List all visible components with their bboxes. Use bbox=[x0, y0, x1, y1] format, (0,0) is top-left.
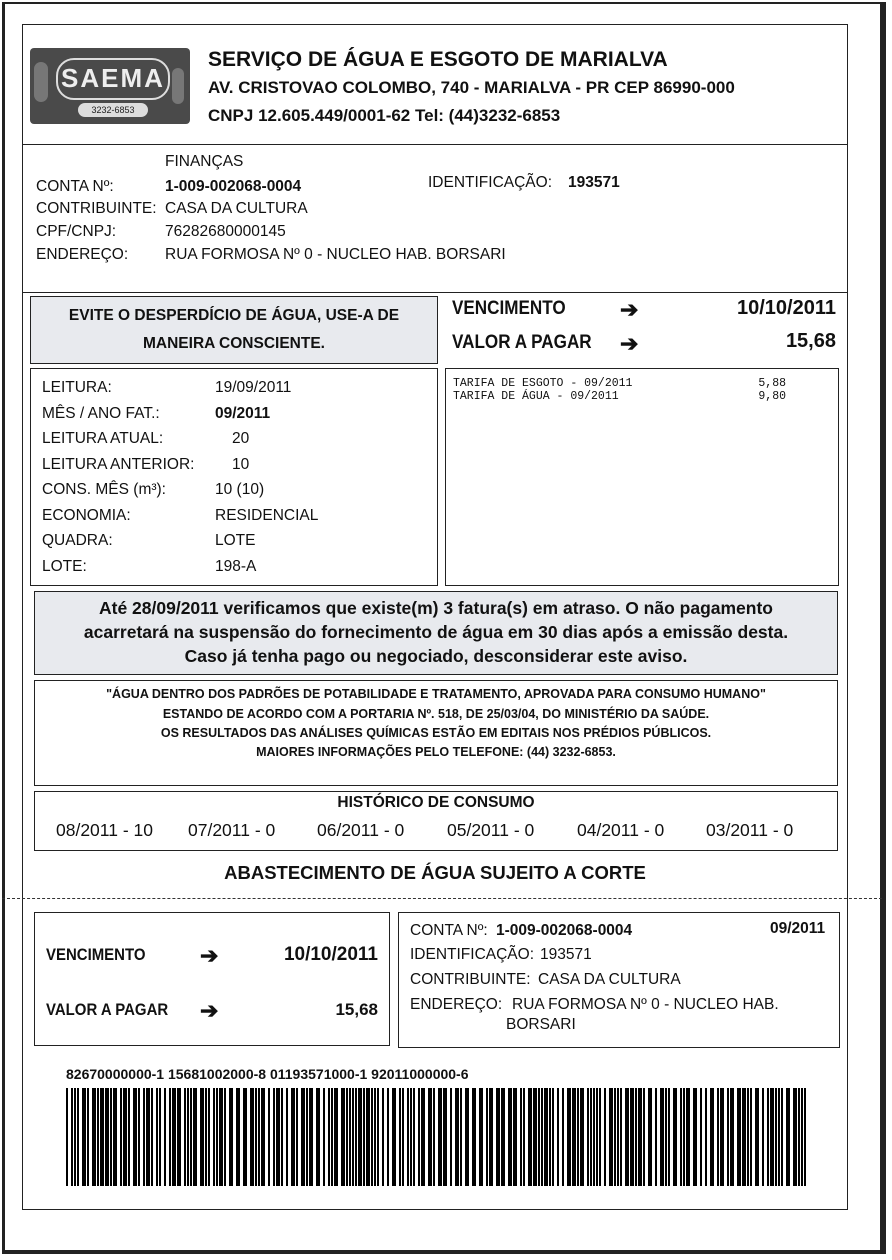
history-title: HISTÓRICO DE CONSUMO bbox=[337, 794, 535, 811]
history-item: 03/2011 - 0 bbox=[706, 820, 794, 840]
tariff-value: 5,88 bbox=[758, 377, 786, 390]
stub-ident-label: IDENTIFICAÇÃO: bbox=[410, 946, 535, 963]
conservation-line-1: EVITE O DESPERDÍCIO DE ÁGUA, USE-A DE bbox=[68, 307, 400, 324]
reading-label: CONS. MÊS (m³): bbox=[42, 481, 166, 498]
valor-label: VALOR A PAGAR bbox=[452, 332, 592, 353]
endereco-label: ENDEREÇO: bbox=[36, 246, 129, 263]
reading-box bbox=[30, 368, 438, 586]
potability-line-1: "ÁGUA DENTRO DOS PADRÕES DE POTABILIDADE E TRATAMENTO, APROVADA PARA CONSUMO HUMANO" bbox=[106, 687, 766, 701]
stub-contrib-label: CONTRIBUINTE: bbox=[410, 971, 531, 988]
reading-label: LEITURA: bbox=[42, 379, 112, 396]
barcode bbox=[66, 1088, 814, 1186]
logo-drop-right bbox=[172, 68, 184, 104]
stub-ident-value: 193571 bbox=[540, 946, 592, 963]
arrow-icon: ➔ bbox=[620, 331, 639, 356]
stub-month: 09/2011 bbox=[770, 920, 826, 937]
history-item: 05/2011 - 0 bbox=[447, 820, 535, 840]
stub-venc-value: 10/10/2011 bbox=[283, 944, 378, 965]
logo-text: SAEMA bbox=[56, 58, 170, 100]
venc-value: 10/10/2011 bbox=[737, 297, 836, 319]
reading-value: 10 (10) bbox=[215, 481, 265, 498]
cpf-value: 76282680000145 bbox=[165, 223, 286, 240]
reading-label: ECONOMIA: bbox=[42, 506, 131, 524]
tariff-label: TARIFA DE ESGOTO - 09/2011 bbox=[453, 377, 633, 390]
contrib-label: CONTRIBUINTE: bbox=[36, 200, 157, 217]
reading-label: MÊS / ANO FAT.: bbox=[42, 404, 160, 422]
history-item: 04/2011 - 0 bbox=[577, 820, 665, 840]
stub-valor-value: 15,68 bbox=[335, 1000, 378, 1019]
stub-conta-value: 1-009-002068-0004 bbox=[496, 922, 633, 939]
org-address bbox=[208, 78, 735, 98]
tariff-label: TARIFA DE ÁGUA - 09/2011 bbox=[453, 390, 619, 403]
divider bbox=[22, 144, 848, 145]
overdue-line-1: Até 28/09/2011 verificamos que existe(m) 3 fatura(s) em atraso. O não pagamento bbox=[98, 598, 773, 618]
saema-logo bbox=[30, 48, 190, 124]
potability-line-3: OS RESULTADOS DAS ANÁLISES QUÍMICAS ESTÃO EM EDITAIS NOS PRÉDIOS PÚBLICOS. bbox=[160, 726, 712, 740]
divider bbox=[22, 292, 848, 293]
tear-line bbox=[2, 898, 882, 899]
tariff-value: 9,80 bbox=[758, 390, 786, 403]
org-name: SERVIÇO DE ÁGUA E ESGOTO DE MARIALVA bbox=[208, 48, 668, 71]
reading-label: QUADRA: bbox=[42, 532, 113, 549]
stub-conta-label: CONTA Nº: bbox=[410, 922, 488, 939]
history-item: 08/2011 - 10 bbox=[56, 820, 153, 840]
overdue-line-3: Caso já tenha pago ou negociado, desconsiderar este aviso. bbox=[184, 646, 688, 666]
reading-value: RESIDENCIAL bbox=[215, 506, 319, 524]
org-cnpj-tel: CNPJ 12.605.449/0001-62 Tel: (44)3232-6853 bbox=[208, 106, 561, 125]
conservation-notice bbox=[30, 296, 438, 364]
potability-line-4: MAIORES INFORMAÇÕES PELO TELEFONE: (44) 3232-6853. bbox=[256, 745, 616, 759]
reading-value: 19/09/2011 bbox=[215, 379, 292, 396]
reading-value: LOTE bbox=[215, 532, 256, 549]
reading-value: 10 bbox=[232, 455, 250, 473]
stub-endereco-label: ENDEREÇO: bbox=[410, 996, 503, 1013]
stub-valor-label: VALOR A PAGAR bbox=[46, 1000, 169, 1019]
logo-phone: 3232-6853 bbox=[78, 103, 148, 117]
endereco-value: RUA FORMOSA Nº 0 - NUCLEO HAB. BORSARI bbox=[165, 246, 506, 263]
conta-label: CONTA Nº: bbox=[36, 178, 114, 195]
overdue-line-2: acarretará na suspensão do fornecimento de água em 30 dias após a emissão desta. bbox=[83, 622, 789, 642]
venc-label: VENCIMENTO bbox=[452, 298, 566, 319]
arrow-icon: ➔ bbox=[200, 943, 219, 968]
ident-value: 193571 bbox=[568, 174, 620, 191]
reading-value: 198-A bbox=[215, 557, 257, 575]
arrow-icon: ➔ bbox=[620, 297, 639, 322]
reading-label: LEITURA ANTERIOR: bbox=[42, 455, 195, 473]
contrib-value: CASA DA CULTURA bbox=[165, 200, 308, 217]
conta-value: 1-009-002068-0004 bbox=[165, 178, 302, 195]
reading-value: 20 bbox=[232, 430, 250, 447]
cut-notice: ABASTECIMENTO DE ÁGUA SUJEITO A CORTE bbox=[224, 862, 646, 883]
potability-line-2: ESTANDO DE ACORDO COM A PORTARIA Nº. 518, DE 25/03/04, DO MINISTÉRIO DA SAÚDE. bbox=[162, 707, 710, 721]
stub-due-box bbox=[34, 912, 390, 1046]
arrow-icon: ➔ bbox=[200, 998, 219, 1023]
valor-value: 15,68 bbox=[785, 330, 836, 352]
potability-box bbox=[34, 680, 838, 786]
reading-label: LEITURA ATUAL: bbox=[42, 430, 164, 447]
cpf-label: CPF/CNPJ: bbox=[36, 223, 117, 240]
stub-endereco-value-2: BORSARI bbox=[506, 1016, 576, 1033]
history-item: 07/2011 - 0 bbox=[188, 820, 276, 840]
overdue-notice bbox=[34, 591, 838, 675]
reading-label: LOTE: bbox=[42, 557, 87, 575]
stub-contrib-value: CASA DA CULTURA bbox=[538, 971, 681, 988]
ident-label: IDENTIFICAÇÃO: bbox=[428, 174, 553, 191]
stub-venc-label: VENCIMENTO bbox=[46, 945, 146, 964]
reading-value: 09/2011 bbox=[215, 404, 271, 422]
logo-drop-left bbox=[34, 62, 48, 102]
section-label: FINANÇAS bbox=[165, 153, 244, 170]
barcode-gap bbox=[806, 1088, 808, 1186]
conservation-line-2: MANEIRA CONSCIENTE. bbox=[143, 335, 325, 352]
history-item: 06/2011 - 0 bbox=[317, 820, 405, 840]
stub-endereco-value-1: RUA FORMOSA Nº 0 - NUCLEO HAB. bbox=[512, 996, 779, 1013]
barcode-digits: 82670000000-1 15681002000-8 01193571000-1 92011000000-6 bbox=[66, 1066, 469, 1082]
org-address-text: AV. CRISTOVAO COLOMBO, 740 - MARIALVA - PR CEP 86990-000 bbox=[208, 78, 735, 97]
